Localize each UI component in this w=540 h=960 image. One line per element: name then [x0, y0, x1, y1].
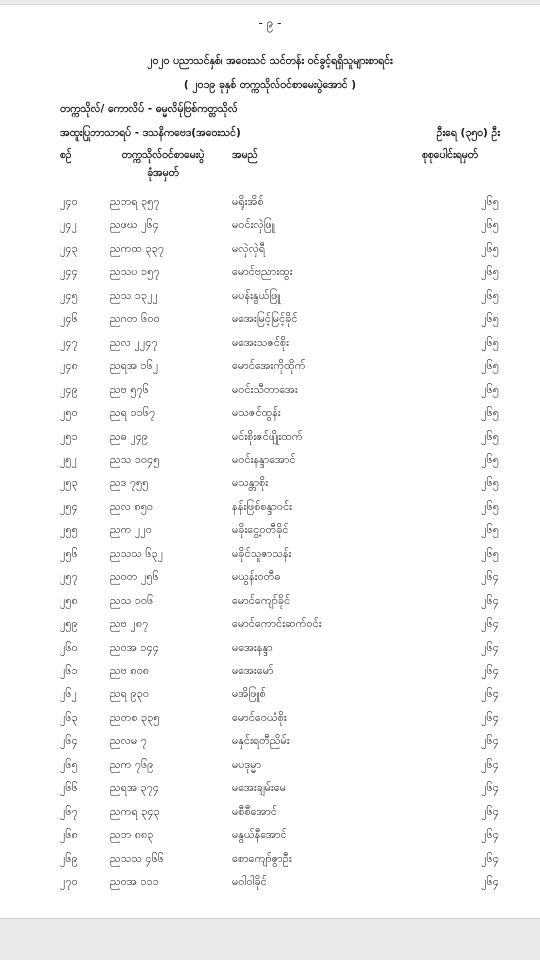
row-score: ၂၆၄: [481, 757, 499, 771]
row-number: ၂၄၃: [60, 241, 78, 255]
row-score: ၂၆၄: [481, 875, 499, 889]
row-number: ၂၄၄: [60, 265, 78, 279]
row-name: မလှဲလှဲရီ: [232, 241, 266, 255]
row-score: ၂၆၅: [481, 288, 499, 302]
row-name: မောင်ကျော်ခိုင်: [232, 593, 291, 607]
col-header-name: အမည်: [232, 149, 258, 161]
row-name: မအေးနန္ဒာ: [232, 640, 273, 654]
row-number: ၂၅၇: [60, 570, 78, 584]
row-score: ၂၆၅: [481, 218, 499, 232]
row-name: မောင်ဗညားထွး: [232, 265, 293, 279]
row-roll-number: ညလမ ၇: [110, 734, 147, 748]
row-name: မသဇင်ထွန်း: [232, 406, 281, 420]
row-roll-number: ညဗ ၅၇၆: [110, 382, 149, 396]
row-name: မပန်းနွယ်ဖြူ: [232, 288, 281, 302]
row-number: ၂၆၈: [60, 828, 78, 842]
table-row: [0, 261, 540, 284]
table-row: [0, 707, 540, 730]
row-number: ၂၅၅: [60, 523, 78, 537]
row-name: မပဒုမ္မာ: [232, 757, 262, 771]
row-name: မခိုင်သူဇာသန်း: [232, 546, 292, 560]
row-number: ၂၆၃: [60, 710, 78, 724]
university-line: တက္ကသိုလ်/ ကောလိပ် - ဓမ္မလိမ်ုဗြစ်ကတ္တသိုလ်: [60, 103, 238, 115]
row-name: မနှင်းရတီညိမ်း: [232, 734, 290, 748]
row-name: မောင်ကောင်းဆက်ဝင်း: [232, 617, 322, 631]
row-roll-number: ညဗ ၈၀၈: [110, 664, 150, 677]
row-name: မဝင်းနန္ဒာအောင်: [232, 452, 296, 466]
row-roll-number: ညလ ၈၅၀: [110, 499, 154, 513]
row-name: မဝါဝါခိုင်: [232, 875, 267, 889]
row-roll-number: ညကရ ၃၄၃: [110, 804, 160, 818]
row-roll-number: ညသသ ၆၃၂: [110, 546, 164, 560]
row-score: ၂၆၄: [481, 828, 499, 842]
document-page: [0, 4, 540, 919]
row-number: ၂၅၆: [60, 546, 78, 560]
row-name: နန်းဖြစ်စန္ဒာဝင်း: [232, 499, 292, 513]
col-header-roll-sub: ခုံအမှတ်: [147, 167, 179, 179]
row-number: ၂၄၀: [60, 195, 78, 208]
row-number: ၂၄၉: [60, 382, 78, 396]
table-row: [0, 660, 540, 683]
row-number: ၂၄၂: [60, 218, 77, 232]
row-score: ၂၆၄: [481, 734, 499, 748]
page-title: ၂၀၂၀ ပညာသင်နှစ်၊ အဝေးသင် သင်တန်း ဝင်ခွင့်ရရှိသူများစာရင်း: [147, 55, 393, 67]
row-roll-number: ညဝအ ၁၁၁: [110, 875, 159, 889]
table-row: [0, 285, 540, 308]
row-name: မအေးမော်: [232, 664, 274, 677]
table-row: [0, 566, 540, 589]
row-score: ၂၆၄: [481, 664, 499, 677]
row-number: ၂၅၃: [60, 476, 78, 490]
table-row: [0, 590, 540, 613]
row-roll-number: ညရအ ၃၇၄: [110, 781, 160, 795]
row-number: ၂၄၅: [60, 288, 78, 302]
table-row: [0, 426, 540, 449]
table-row: [0, 543, 540, 566]
row-score: ၂၆၅: [481, 523, 499, 537]
table-row: [0, 824, 540, 847]
table-row: [0, 519, 540, 542]
row-roll-number: ညရအ ၁၆၂: [110, 359, 159, 373]
row-roll-number: ညသ ၁၃၂၂: [110, 288, 158, 302]
row-roll-number: ညဝအ ၁၄၄: [110, 640, 159, 654]
row-name: မခိုးငွေ့ဝတီခိုင်: [232, 523, 289, 537]
row-name: မဝင်းသီတာအေး: [232, 382, 298, 396]
row-number: ၂၅၈: [60, 593, 78, 607]
row-name: မောင်အေးကိုထိုက်: [232, 359, 306, 373]
row-score: ၂၆၄: [481, 710, 499, 724]
table-row: [0, 683, 540, 706]
row-score: ၂၆၅: [481, 452, 499, 466]
row-roll-number: ညဗ ၂၈၇: [110, 617, 149, 631]
row-number: ၂၅၁: [60, 429, 78, 443]
row-score: ၂၆၅: [481, 335, 499, 349]
row-score: ၂၆၅: [481, 546, 499, 560]
table-row: [0, 355, 540, 378]
table-row: [0, 848, 540, 871]
row-score: ၂၆၄: [481, 617, 499, 631]
row-roll-number: ညဂတ ၆၀၀: [110, 312, 160, 326]
table-row: [0, 214, 540, 237]
row-name: မနွယ်နီအောင်: [232, 828, 287, 842]
row-number: ၂၆၀: [60, 640, 78, 654]
row-name: မအေးချမ်းမေ: [232, 781, 286, 795]
row-roll-number: ညသ ၁၀၆: [110, 593, 154, 607]
row-score: ၂၆၅: [481, 195, 499, 208]
row-roll-number: ညဘရ ၃၅၇: [110, 195, 160, 208]
row-number: ၂၅၀: [60, 406, 78, 420]
row-name: မောင်ဝေယံစိုး: [232, 710, 287, 724]
row-number: ၂၆၇: [60, 804, 78, 818]
table-row: [0, 449, 540, 472]
row-number: ၂၆၁: [60, 664, 78, 677]
row-name: မစီစီအောင်: [232, 804, 277, 818]
table-row: [0, 637, 540, 660]
row-roll-number: ညကထ ၃၃၇: [110, 241, 165, 255]
row-name: မသန္တာစိုး: [232, 476, 269, 490]
row-number: ၂၆၂: [60, 687, 77, 701]
row-number: ၂၅၉: [60, 617, 78, 631]
row-score: ၂၆၄: [481, 687, 499, 701]
table-row: [0, 801, 540, 824]
table-row: [0, 496, 540, 519]
row-name: မရိုးအိစ်: [232, 195, 264, 208]
row-number: ၂၄၆: [60, 312, 78, 326]
row-roll-number: ညဓ ၂၄၉: [110, 429, 149, 443]
row-score: ၂၆၅: [481, 406, 499, 420]
row-score: ၂၆၅: [481, 476, 499, 490]
table-row: [0, 402, 540, 425]
row-score: ၂၆၄: [481, 640, 499, 654]
row-score: ၂၆၄: [481, 804, 499, 818]
row-score: ၂၆၅: [481, 265, 499, 279]
row-roll-number: ညရ ၉၃၀: [110, 687, 150, 701]
row-roll-number: ညလ ၂၂၄၇: [110, 335, 158, 349]
row-score: ၂၆၅: [481, 241, 499, 255]
row-roll-number: ညသသ ၄၆၆: [110, 851, 164, 865]
row-name: မအေးမြင့်မြင့်ခိုင်: [232, 312, 298, 326]
table-row: [0, 777, 540, 800]
row-number: ၂၆၄: [60, 734, 78, 748]
row-roll-number: ညဝတ ၂၅၆: [110, 570, 159, 584]
row-number: ၂၄၈: [60, 359, 78, 373]
table-row: [0, 191, 540, 214]
row-score: ၂၆၅: [481, 382, 499, 396]
row-score: ၂၆၄: [481, 593, 499, 607]
table-row: [0, 472, 540, 495]
row-roll-number: ညရ ၁၁၆၇: [110, 406, 156, 420]
row-number: ၂၆၆: [60, 781, 78, 795]
row-score: ၂၆၄: [481, 570, 499, 584]
row-score: ၂၆၄: [481, 781, 499, 795]
major-line: အထူးပြုဘာသာရပ် - ဒသနိကဗေဒ(အဝေးသင်): [60, 127, 241, 139]
table-row: [0, 871, 540, 894]
row-name: မအိဖြူစ်: [232, 687, 266, 701]
row-number: ၂၆၅: [60, 757, 78, 771]
table-row: [0, 379, 540, 402]
row-score: ၂၆၅: [481, 429, 499, 443]
row-number: ၂၅၄: [60, 499, 78, 513]
page-subtitle: ( ၂၀၁၉ ခုနှစ် တက္ကသိုလ်ဝင်စာမေးပွဲအောင် ): [183, 79, 357, 91]
row-score: ၂၆၅: [481, 499, 499, 513]
row-number: ၂၇၀: [60, 875, 78, 889]
row-number: ၂၅၂: [60, 452, 77, 466]
seats-header: ဦးရေ (၃၅၀) ဦး: [436, 127, 500, 139]
row-roll-number: ညဖဃ ၂၆၄: [110, 218, 159, 232]
table-row: [0, 730, 540, 753]
page-number: - ၉ -: [258, 16, 282, 30]
row-roll-number: ညဒ ၇၅၅: [110, 476, 149, 490]
col-header-seats: စုစုပေါင်းရမှတ်: [421, 149, 479, 161]
row-roll-number: ညသ ၁၀၄၅: [110, 452, 160, 466]
row-score: ၂၆၄: [481, 851, 499, 865]
row-name: မအေးသဇင်စိုး: [232, 335, 289, 349]
row-roll-number: ညတစ ၃၃၅: [110, 710, 160, 724]
col-header-roll: တက္ကသိုလ်ဝင်စာမေးပွဲ: [121, 149, 205, 161]
row-name: မယွန်းဝတီဓ: [232, 570, 281, 584]
row-name: မဝင်းလှဲဖြူ: [232, 218, 275, 232]
table-row: [0, 613, 540, 636]
row-score: ၂၆၅: [481, 312, 499, 326]
row-roll-number: ညဘ ၈၈၃: [110, 828, 154, 842]
row-name: မင်းစိုးဇင်ဖျိုးထက်: [232, 429, 303, 443]
col-header-no: စဉ်: [60, 149, 72, 161]
table-row: [0, 238, 540, 261]
table-row: [0, 332, 540, 355]
row-roll-number: ညက ၂၂၀: [110, 523, 152, 537]
row-number: ၂၆၉: [60, 851, 78, 865]
table-row: [0, 308, 540, 331]
row-score: ၂၆၅: [481, 359, 499, 373]
row-number: ၂၄၇: [60, 335, 78, 349]
row-roll-number: ညက ၇၆၉: [110, 757, 154, 771]
row-name: စောကျော်ဇွာဦး: [232, 851, 292, 865]
row-roll-number: ညသပ ၁၅၇: [110, 265, 160, 279]
table-row: [0, 754, 540, 777]
